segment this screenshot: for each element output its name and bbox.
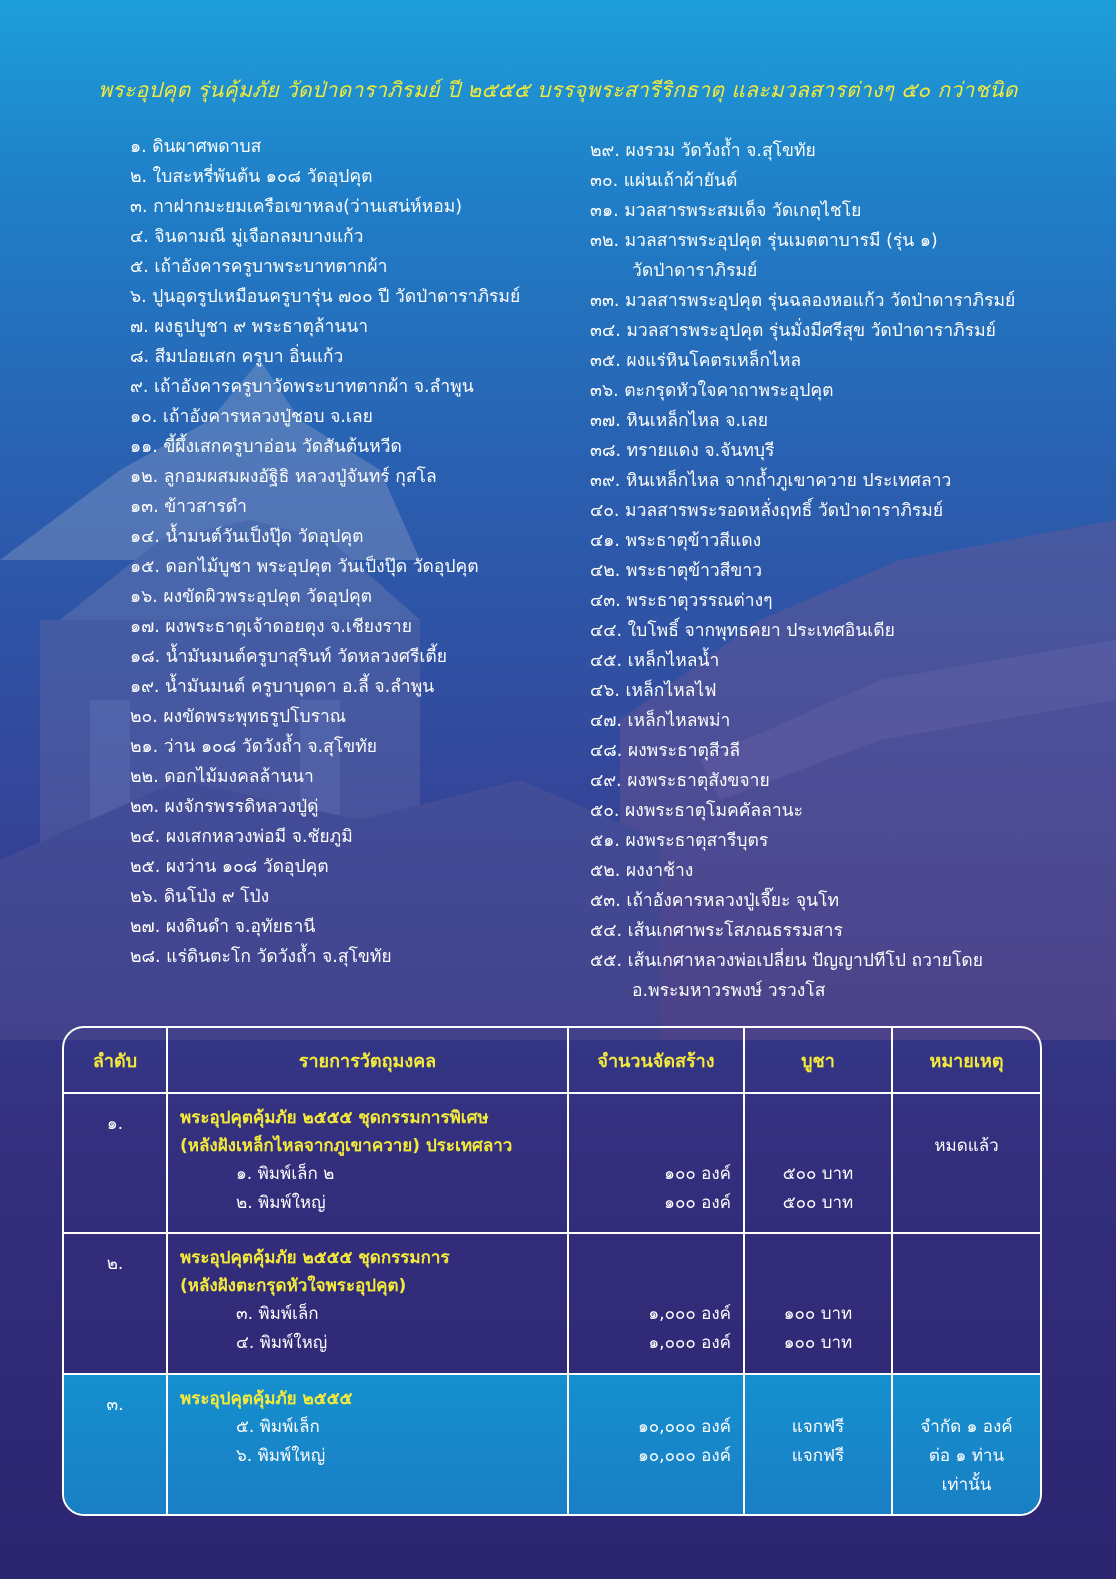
row-note xyxy=(892,1093,1040,1233)
price-value: ๑๐๐ บาท xyxy=(783,1333,853,1354)
list-item: ๒๖. ดินโป่ง ๙ โป่ง xyxy=(130,887,270,907)
list-item: ๑๐. เถ้าอังคารหลวงปู่ชอบ จ.เลย xyxy=(130,407,373,427)
price-value: ๕๐๐ บาท xyxy=(782,1164,854,1184)
item-variant: ๕. พิมพ์เล็ก xyxy=(236,1416,320,1437)
list-item: ๕๕. เส้นเกศาหลวงพ่อเปลี่ยน ปัญญาปทีโป ถวายโดย xyxy=(590,951,984,971)
list-item: ๕. เถ้าอังคารครูบาพระบาทตากผ้า xyxy=(130,257,388,277)
list-item: ๒๘. แร่ดินตะโก วัดวังถ้ำ จ.สุโขทัย xyxy=(130,947,392,967)
list-item: ๒๒. ดอกไม้มงคลล้านนา xyxy=(130,767,314,787)
row-item xyxy=(167,1233,568,1373)
list-item: ๑๖. ผงขัดผิวพระอุปคุต วัดอุปคุต xyxy=(130,587,373,607)
quantity-value: ๑๐,๐๐๐ องค์ xyxy=(638,1445,731,1466)
list-item: ๗. ผงธูปบูชา ๙ พระธาตุล้านนา xyxy=(130,317,369,337)
list-item: ๔๘. ผงพระธาตุสีวลี xyxy=(590,741,741,761)
header-price: บูชา xyxy=(744,1028,892,1093)
list-item: ๓๐. แผ่นเถ้าผ้ายันต์ xyxy=(590,171,738,191)
item-title: พระอุปคุตคุ้มภัย ๒๕๕๕ ชุดกรรมการ xyxy=(180,1248,450,1269)
list-item: ๕๓. เถ้าอังคารหลวงปู่เจี๊ยะ จุนโท xyxy=(590,891,840,911)
list-item: ๒๙. ผงรวม วัดวังถ้ำ จ.สุโขทัย xyxy=(590,141,816,161)
header-quantity: จำนวนจัดสร้าง xyxy=(568,1028,744,1093)
list-item: ๓๙. หินเหล็กไหล จากถ้ำภูเขาควาย ประเทศลาว xyxy=(590,471,952,491)
table-row xyxy=(64,1093,1040,1233)
quantity-value: ๑๐๐ องค์ xyxy=(664,1193,731,1213)
list-item: ๔๔. ใบโพธิ์ จากพุทธคยา ประเทศอินเดีย xyxy=(590,621,895,641)
list-item: ๔๑. พระธาตุข้าวสีแดง xyxy=(590,531,762,551)
note-text: ต่อ ๑ ท่าน เท่านั้น xyxy=(928,1445,1005,1495)
item-variant: ๔. พิมพ์ใหญ่ xyxy=(236,1333,328,1354)
list-item: ๒๐. ผงขัดพระพุทธรูปโบราณ xyxy=(130,707,347,727)
item-title: (หลังฝังตะกรุดหัวใจพระอุปคุต) xyxy=(180,1276,407,1297)
list-item: ๓๑. มวลสารพระสมเด็จ วัดเกตุไชโย xyxy=(590,201,862,221)
header-item: รายการวัตถุมงคล xyxy=(167,1028,568,1093)
list-item: ๙. เถ้าอังคารครูบาวัดพระบาทตากผ้า จ.ลำพูน xyxy=(130,377,474,397)
list-item: ๔๐. มวลสารพระรอดหลั่งฤทธิ์ วัดป่าดาราภิรมย์ xyxy=(590,501,944,521)
list-item: ๑๔. น้ำมนต์วันเป็งปุ๊ด วัดอุปคุต xyxy=(130,527,364,547)
row-quantity xyxy=(568,1233,744,1373)
item-variant: ๖. พิมพ์ใหญ่ xyxy=(236,1445,326,1466)
list-item: ๒๓. ผงจักรพรรดิหลวงปู่ดู่ xyxy=(130,797,319,817)
header-no: ลำดับ xyxy=(64,1028,167,1093)
item-variant: ๓. พิมพ์เล็ก xyxy=(236,1304,319,1325)
list-item: ๖. ปูนอุดรูปเหมือนครูบารุ่น ๗๐๐ ปี วัดป่าดาราภิรมย์ xyxy=(130,287,521,307)
item-variant: ๑. พิมพ์เล็ก ๒ xyxy=(236,1164,335,1184)
row-price xyxy=(744,1093,892,1233)
list-item: ๔๖. เหล็กไหลไฟ xyxy=(590,681,717,701)
list-item: ๕๑. ผงพระธาตุสารีบุตร xyxy=(590,831,769,851)
row-price xyxy=(744,1374,892,1514)
list-item: ๔๒. พระธาตุข้าวสีขาว xyxy=(590,561,763,581)
list-item: ๒๔. ผงเสกหลวงพ่อมี จ.ชัยภูมิ xyxy=(130,827,353,847)
list-item: ๑๒. ลูกอมผสมผงอัฐิธิ หลวงปู่จันทร์ กุสโล xyxy=(130,467,437,487)
item-title: พระอุปคุตคุ้มภัย ๒๕๕๕ xyxy=(180,1388,353,1409)
page-title: พระอุปคุต รุ่นคุ้มภัย วัดป่าดาราภิรมย์ ปี ๒๕๕๕ บรรจุพระสารีริกธาตุ และมวลสารต่างๆ ๕๐ กว่าชนิด xyxy=(98,78,1018,102)
list-item-continuation: วัดป่าดาราภิรมย์ xyxy=(632,261,758,281)
quantity-value: ๑,๐๐๐ องค์ xyxy=(648,1333,731,1354)
quantity-value: ๑๐๐ องค์ xyxy=(664,1164,731,1184)
item-title: พระอุปคุตคุ้มภัย ๒๕๕๕ ชุดกรรมการพิเศษ xyxy=(180,1108,489,1128)
quantity-value: ๑,๐๐๐ องค์ xyxy=(648,1304,731,1325)
list-item-continuation: อ.พระมหาวรพงษ์ วรวงโส xyxy=(632,981,826,1001)
list-item: ๓๕. ผงแร่หินโคตรเหล็กไหล xyxy=(590,351,802,371)
table-row xyxy=(64,1233,1040,1373)
list-item: ๔๗. เหล็กไหลพม่า xyxy=(590,711,731,731)
list-item: ๑๙. น้ำมันมนต์ ครูบาบุดดา อ.ลี้ จ.ลำพูน xyxy=(130,677,435,697)
list-item: ๓๔. มวลสารพระอุปคุต รุ่นมั่งมีศรีสุข วัดป่าดาราภิรมย์ xyxy=(590,321,996,341)
list-item: ๑๘. น้ำมันมนต์ครูบาสุรินท์ วัดหลวงศรีเตี้ย xyxy=(130,647,447,667)
list-item: ๓๓. มวลสารพระอุปคุต รุ่นฉลองหอแก้ว วัดป่าดาราภิรมย์ xyxy=(590,291,1016,311)
materials-list-left xyxy=(130,132,520,972)
table-header-row xyxy=(64,1028,1040,1093)
row-note xyxy=(892,1374,1040,1514)
row-number: ๑. xyxy=(64,1093,167,1233)
price-value: ๑๐๐ บาท xyxy=(783,1304,853,1325)
list-item: ๓๘. ทรายแดง จ.จันทบุรี xyxy=(590,441,775,461)
list-item: ๕๔. เส้นเกศาพระโสภณธรรมสาร xyxy=(590,921,843,941)
list-item: ๒๑. ว่าน ๑๐๘ วัดวังถ้ำ จ.สุโขทัย xyxy=(130,737,377,757)
row-number: ๓. xyxy=(106,1394,124,1415)
row-number: ๒. xyxy=(64,1233,167,1373)
note-text: หมดแล้ว xyxy=(934,1136,999,1156)
list-item: ๑๕. ดอกไม้บูชา พระอุปคุต วันเป็งปุ๊ด วัดอุปคุต xyxy=(130,557,479,577)
list-item: ๕๐. ผงพระธาตุโมคคัลลานะ xyxy=(590,801,804,821)
list-item: ๑๑. ขี้ผึ้งเสกครูบาอ่อน วัดสันต้นหวีด xyxy=(130,437,402,457)
list-item: ๑๗. ผงพระธาตุเจ้าดอยตุง จ.เชียงราย xyxy=(130,617,413,637)
table-row xyxy=(64,1374,1040,1514)
list-item: ๒๕. ผงว่าน ๑๐๘ วัดอุปคุต xyxy=(130,857,329,877)
list-item: ๓๖. ตะกรุดหัวใจคาถาพระอุปคุต xyxy=(590,381,834,401)
list-item: ๔๕. เหล็กไหลน้ำ xyxy=(590,651,720,671)
list-item: ๔. จินดามณี มู่เจือกลมบางแก้ว xyxy=(130,227,364,247)
header-note: หมายเหตุ xyxy=(892,1028,1040,1093)
list-item: ๕๒. ผงงาช้าง xyxy=(590,861,694,881)
price-value: แจกฟรี xyxy=(791,1445,845,1466)
list-item: ๔๙. ผงพระธาตุสังขจาย xyxy=(590,771,770,791)
item-variant: ๒. พิมพ์ใหญ่ xyxy=(236,1193,326,1213)
quantity-value: ๑๐,๐๐๐ องค์ xyxy=(638,1416,731,1437)
row-price xyxy=(744,1233,892,1373)
list-item: ๘. สีมปอยเสก ครูบา อิ่นแก้ว xyxy=(130,347,344,367)
materials-list-right xyxy=(590,136,1015,1006)
row-quantity xyxy=(568,1374,744,1514)
list-item: ๓. กาฝากมะยมเครือเขาหลง(ว่านเสน่ห์หอม) xyxy=(130,197,463,217)
row-item xyxy=(167,1374,568,1514)
row-note xyxy=(892,1233,1040,1373)
list-item: ๒๗. ผงดินดำ จ.อุทัยธานี xyxy=(130,917,316,937)
row-item xyxy=(167,1093,568,1233)
note-text: จำกัด ๑ องค์ xyxy=(920,1416,1013,1437)
item-title: (หลังฝังเหล็กไหลจากภูเขาควาย) ประเทศลาว xyxy=(180,1136,513,1156)
list-item: ๓๗. หินเหล็กไหล จ.เลย xyxy=(590,411,768,431)
list-item: ๓๒. มวลสารพระอุปคุต รุ่นเมตตาบารมี (รุ่น ๑) xyxy=(590,231,938,251)
list-item: ๑. ดินผาศพดาบส xyxy=(130,137,262,157)
list-item: ๒. ใบสะหรี่พันต้น ๑๐๘ วัดอุปคุต xyxy=(130,167,373,187)
list-item: ๔๓. พระธาตุวรรณต่างๆ xyxy=(590,591,773,611)
row-quantity xyxy=(568,1093,744,1233)
amulet-price-table xyxy=(62,1026,1042,1516)
list-item: ๑๓. ข้าวสารดำ xyxy=(130,497,247,517)
price-value: ๕๐๐ บาท xyxy=(782,1193,854,1213)
price-value: แจกฟรี xyxy=(791,1416,845,1437)
